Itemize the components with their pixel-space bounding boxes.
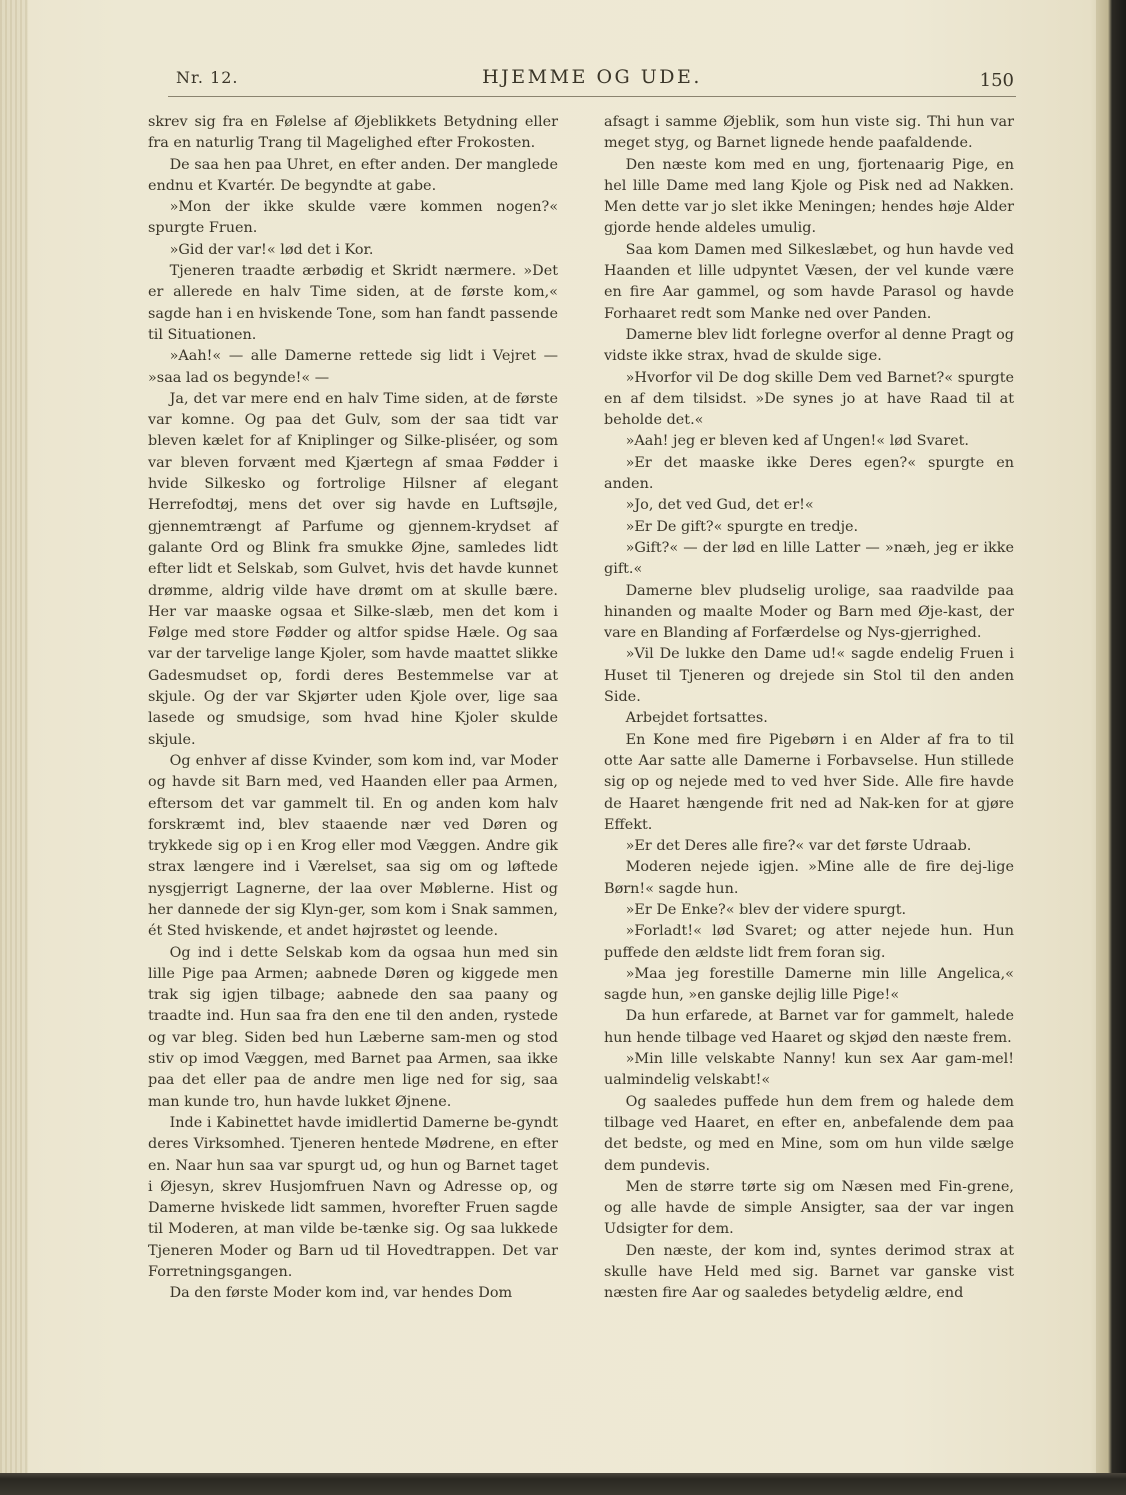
- paragraph: Damerne blev lidt forlegne overfor al denne Pragt og vidste ikke strax, hvad de skulde sige.: [604, 326, 1014, 365]
- paragraph: »Mon der ikke skulde være kommen nogen?« spurgte Fruen.: [148, 199, 558, 237]
- running-header: [170, 64, 1014, 94]
- paragraph: Ja, det var mere end en halv Time siden, at de første var komne. Og paa det Gulv, som der saa tidt var bleven kælet for af Kniplinger og Silke-pliséer, og som var bleven forvænt med Kjærtegn af smaa Fødder i hvide Silkesko og fortrolige Hilsner af elegant Herrefodtøj, mens det over sig havde en Luftsøjle, gjennemtrængt af Parfume og gjennem-krydset af galante Ord og Blink fra smukke Øjne, samledes lidt efter lidt et Selskab, som Gulvet, hvis det havde kunnet drømme, aldrig vilde have drømt om at skulle bære. Her var maaske ogsaa et Silke-slæb, men det kom i Følge med store Fødder og altfor spidse Hæle. Og saa var der tarvelige lange Kjoler, som havde maattet slikke Gadesmudset op, fordi deres Bestemmelse var at skjule. Og der var Skjørter uden Kjole over, lige saa lasede og smudsige, som hvad hine Kjoler skulde skjule.: [148, 390, 558, 748]
- paragraph: »Maa jeg forestille Damerne min lille Angelica,« sagde hun, »en ganske dejlig lille Pige!«: [604, 965, 1014, 1004]
- paragraph: »Min lille velskabte Nanny! kun sex Aar gam-mel! ualmindelig velskabt!«: [604, 1051, 1014, 1089]
- paragraph: Moderen nejede igjen. »Mine alle de fire dej-lige Børn!« sagde hun.: [604, 859, 1014, 897]
- paragraph: Da hun erfarede, at Barnet var for gammelt, halede hun hende tilbage ved Haaret og skjød den næste frem.: [604, 1008, 1014, 1046]
- left-column: [148, 112, 558, 1305]
- paragraph: »Er De gift?« spurgte en tredje.: [625, 518, 859, 535]
- paragraph: »Aah! jeg er bleven ked af Ungen!« lød Svaret.: [625, 433, 969, 450]
- paragraph: Saa kom Damen med Silkeslæbet, og hun havde ved Haanden et lille udpyntet Væsen, der vel kunde være en fire Aar gammel, og som havde Parasol og havde Forhaaret redt som Manke ned over Panden.: [604, 241, 1014, 322]
- issue-number: Nr. 12.: [176, 68, 239, 87]
- paragraph: De saa hen paa Uhret, en efter anden. Der manglede endnu et Kvartér. De begyndte at gabe.: [148, 156, 558, 194]
- paragraph: »Aah!« — alle Damerne rettede sig lidt i Vejret — »saa lad os begynde!« —: [148, 348, 558, 386]
- right-column: [604, 112, 1014, 1305]
- paragraph: Tjeneren traadte ærbødig et Skridt nærmere. »Det er allerede en halv Time siden, at de første kom,« sagde han i en hviskende Tone, som han fandt passende til Situationen.: [148, 263, 558, 343]
- paragraph: »Gid der var!« lød det i Kor.: [169, 241, 374, 258]
- header-rule: [168, 96, 1016, 97]
- paragraph: Den næste, der kom ind, syntes derimod strax at skulle have Held med sig. Barnet var ganske vist næsten fire Aar og saaledes betydelig ældre, end: [604, 1242, 1014, 1302]
- page-edge-bottom: [0, 1473, 1126, 1495]
- paragraph: Men de større tørte sig om Næsen med Fin-grene, og alle havde de simple Ansigter, saa der var ingen Udsigter for dem.: [604, 1178, 1014, 1238]
- page-edge-right: [1096, 0, 1126, 1495]
- paragraph: »Vil De lukke den Dame ud!« sagde endelig Fruen i Huset til Tjeneren og drejede sin Stol til den anden Side.: [604, 646, 1014, 706]
- page-number: 150: [979, 70, 1014, 91]
- paragraph: »Gift?« — der lød en lille Latter — »næh, jeg er ikke gift.«: [604, 539, 1014, 578]
- paragraph: skrev sig fra en Følelse af Øjeblikkets Betydning eller fra en naturlig Trang til Magelighed efter Frokosten.: [148, 114, 558, 152]
- paragraph: »Jo, det ved Gud, det er!«: [625, 497, 814, 514]
- paragraph: »Er De Enke?« blev der videre spurgt.: [625, 901, 907, 918]
- paragraph: »Hvorfor vil De dog skille Dem ved Barnet?« spurgte en af dem tilsidst. »De synes jo at have Raad til at beholde det.«: [604, 369, 1014, 429]
- paragraph: Den næste kom med en ung, fjortenaarig Pige, en hel lille Dame med lang Kjole og Pisk ned ad Nakken. Men dette var jo slet ikke Meningen; hendes høje Alder gjorde hende aldeles umulig.: [604, 156, 1014, 237]
- paragraph: afsagt i samme Øjeblik, som hun viste sig. Thi hun var meget styg, og Barnet lignede hende paafaldende.: [604, 114, 1014, 152]
- paragraph: Og ind i dette Selskab kom da ogsaa hun med sin lille Pige paa Armen; aabnede Døren og kiggede men trak sig igjen tilbage; aabnede den saa paany og traadte ind. Hun saa fra den ene til den anden, rystede og var bleg. Siden bed hun Læberne sam-men og stod stiv op imod Væggen, med Barnet paa Armen, saa ikke paa det eller paa de andre men lige ned for sig, saa man kunde tro, hun havde lukket Øjnene.: [148, 944, 558, 1110]
- paragraph: Inde i Kabinettet havde imidlertid Damerne be-gyndt deres Virksomhed. Tjeneren hentede Mødrene, en efter en. Naar hun saa var spurgt ud, og hun og Barnet taget i Øjesyn, skrev Husjomfruen Navn og Adresse op, og Damerne hviskede lidt sammen, hvorefter Fruen sagde til Moderen, at man vilde be-tænke sig. Og saa lukkede Tjeneren Moder og Barn ud til Hovedtrappen. Det var Forretningsgangen.: [148, 1114, 558, 1281]
- paragraph: »Er det maaske ikke Deres egen?« spurgte en anden.: [604, 454, 1014, 493]
- paragraph: Og saaledes puffede hun dem frem og halede dem tilbage ved Haaret, en efter en, anbefalende dem paa det bedste, og med en Mine, som om hun vilde sælge dem pundevis.: [604, 1093, 1014, 1174]
- paragraph: Arbejdet fortsattes.: [625, 710, 768, 727]
- paragraph: Og enhver af disse Kvinder, som kom ind, var Moder og havde sit Barn med, ved Haanden eller paa Armen, eftersom det var gammelt til. En og anden kom halv forskræmt ind, blev staaende nær ved Døren og trykkede sig op i en Krog eller mod Væggen. Andre gik strax længere ind i Værelset, saa sig om og løftede nysgjerrigt Lagnerne, der laa over Møblerne. Hist og her dannede der sig Klyn-ger, som kom i Snak sammen, ét Sted hviskende, et andet højrøstet og leende.: [148, 752, 558, 940]
- paragraph: En Kone med fire Pigebørn i en Alder af fra to til otte Aar satte alle Damerne i Forbavselse. Hun stillede sig op og nejede med to ved hver Side. Alle fire havde de Haaret hængende frit ned ad Nak-ken for at gjøre Effekt.: [604, 731, 1014, 833]
- paragraph: Da den første Moder kom ind, var hendes Dom: [169, 1285, 513, 1302]
- publication-title: HJEMME OG UDE.: [482, 66, 702, 88]
- paragraph: »Forladt!« lød Svaret; og atter nejede hun. Hun puffede den ældste lidt frem foran sig.: [604, 923, 1014, 961]
- paragraph: »Er det Deres alle fire?« var det første Udraab.: [625, 838, 972, 855]
- binding-edge: [0, 0, 28, 1495]
- paragraph: Damerne blev pludselig urolige, saa raadvilde paa hinanden og maalte Moder og Barn med Øje-kast, der vare en Blanding af Forfærdelse og Nys-gjerrighed.: [604, 582, 1014, 642]
